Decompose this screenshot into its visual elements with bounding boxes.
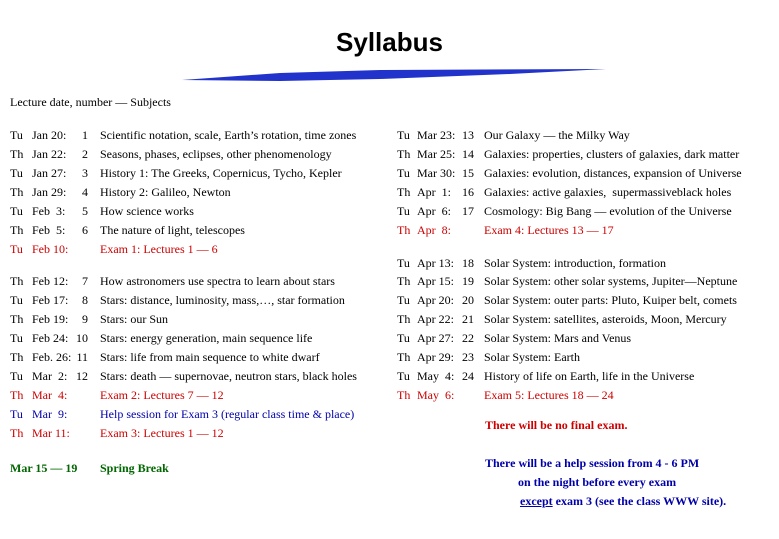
lecture-subject: Exam 2: Lectures 7 — 12	[100, 388, 224, 402]
lecture-date: Feb 12:	[32, 274, 69, 288]
column-header: Lecture date, number — Subjects	[10, 95, 171, 109]
lecture-date: Apr 27:	[417, 331, 454, 345]
lecture-subject: History 1: The Greeks, Copernicus, Tycho, Kepler	[100, 166, 342, 180]
lecture-number: 14	[462, 147, 474, 161]
lecture-number: 12	[76, 369, 88, 383]
lecture-date: Jan 27:	[32, 166, 67, 180]
lecture-day: Th	[10, 274, 24, 288]
lecture-day: Th	[397, 350, 411, 364]
lecture-subject: Scientific notation, scale, Earth’s rotation, time zones	[100, 128, 357, 142]
lecture-date: Apr 1:	[417, 185, 451, 199]
help-session-note-line3-rest: exam 3 (see the class WWW site).	[552, 494, 727, 508]
lecture-day: Tu	[397, 256, 410, 270]
lecture-date: Mar 11:	[32, 426, 70, 440]
lecture-number: 1	[82, 128, 88, 142]
lecture-subject: Galaxies: properties, clusters of galaxies, dark matter	[484, 147, 740, 161]
lecture-number: 9	[82, 312, 88, 326]
lecture-number: 15	[462, 166, 474, 180]
lecture-day: Tu	[10, 166, 23, 180]
lecture-number: 11	[76, 350, 88, 364]
lecture-subject: Stars: life from main sequence to white dwarf	[100, 350, 320, 364]
lecture-subject: Exam 4: Lectures 13 — 17	[484, 223, 614, 237]
lecture-day: Tu	[10, 128, 23, 142]
lecture-subject: Solar System: Earth	[484, 350, 580, 364]
lecture-date: May 4:	[417, 369, 455, 383]
lecture-subject: Solar System: other solar systems, Jupiter—Neptune	[484, 274, 738, 288]
lecture-date: Feb. 26:	[32, 350, 72, 364]
lecture-day: Th	[397, 312, 411, 326]
lecture-subject: Solar System: Mars and Venus	[484, 331, 632, 345]
lecture-number: 22	[462, 331, 474, 345]
lecture-day: Th	[10, 388, 24, 402]
lecture-date: Apr 13:	[417, 256, 454, 270]
lecture-subject: Solar System: outer parts: Pluto, Kuiper belt, comets	[484, 293, 737, 307]
lecture-day: Tu	[397, 166, 410, 180]
lecture-subject: Solar System: satellites, asteroids, Moon, Mercury	[484, 312, 727, 326]
lecture-number: 3	[82, 166, 88, 180]
lecture-number: 17	[462, 204, 474, 218]
lecture-date: Apr 6:	[417, 204, 451, 218]
lecture-date: Mar 4:	[32, 388, 68, 402]
lecture-day: Th	[10, 147, 24, 161]
lecture-day: Th	[10, 350, 24, 364]
page-title: Syllabus	[336, 27, 443, 57]
lecture-day: Tu	[10, 242, 23, 256]
lecture-day: Th	[397, 185, 411, 199]
lecture-subject: History 2: Galileo, Newton	[100, 185, 231, 199]
lecture-subject: The nature of light, telescopes	[100, 223, 245, 237]
lecture-day: Tu	[397, 331, 410, 345]
lecture-subject: How astronomers use spectra to learn about stars	[100, 274, 335, 288]
lecture-day: Tu	[10, 331, 23, 345]
lecture-number: 2	[82, 147, 88, 161]
lecture-date: Mar 25:	[417, 147, 456, 161]
lecture-number: 10	[76, 331, 88, 345]
lecture-number: 23	[462, 350, 474, 364]
lecture-date: Mar 9:	[32, 407, 68, 421]
lecture-day: Th	[397, 388, 411, 402]
lecture-date: Feb 3:	[32, 204, 66, 218]
lecture-subject: Stars: death — supernovae, neutron stars, black holes	[100, 369, 357, 383]
spring-break-label: Spring Break	[100, 461, 169, 475]
lecture-day: Th	[397, 223, 411, 237]
lecture-subject: Galaxies: evolution, distances, expansion of Universe	[484, 166, 742, 180]
lecture-day: Tu	[10, 407, 23, 421]
lecture-subject: Stars: our Sun	[100, 312, 169, 326]
lecture-date: Apr 20:	[417, 293, 454, 307]
lecture-number: 5	[82, 204, 88, 218]
lecture-number: 6	[82, 223, 88, 237]
lecture-date: Feb 10:	[32, 242, 69, 256]
lecture-date: Mar 30:	[417, 166, 456, 180]
lecture-date: Jan 22:	[32, 147, 67, 161]
lecture-subject: Exam 3: Lectures 1 — 12	[100, 426, 224, 440]
lecture-number: 8	[82, 293, 88, 307]
help-session-note-line2: on the night before every exam	[518, 475, 677, 489]
lecture-number: 7	[82, 274, 88, 288]
lecture-day: Th	[397, 274, 411, 288]
lecture-date: May 6:	[417, 388, 455, 402]
title-swoosh-decoration	[180, 68, 610, 84]
lecture-subject: Seasons, phases, eclipses, other phenomenology	[100, 147, 332, 161]
lecture-date: Jan 29:	[32, 185, 67, 199]
lecture-date: Feb 5:	[32, 223, 66, 237]
lecture-date: Feb 17:	[32, 293, 69, 307]
lecture-date: Feb 19:	[32, 312, 69, 326]
lecture-number: 19	[462, 274, 474, 288]
lecture-number: 16	[462, 185, 474, 199]
lecture-date: Apr 29:	[417, 350, 454, 364]
help-session-note-line1: There will be a help session from 4 - 6 PM	[485, 456, 700, 470]
lecture-subject: Exam 5: Lectures 18 — 24	[484, 388, 614, 402]
lecture-date: Apr 15:	[417, 274, 454, 288]
lecture-date: Mar 2:	[32, 369, 68, 383]
lecture-subject: Cosmology: Big Bang — evolution of the Universe	[484, 204, 732, 218]
lecture-day: Th	[10, 426, 24, 440]
lecture-number: 4	[82, 185, 88, 199]
lecture-subject: Help session for Exam 3 (regular class time & place)	[100, 407, 355, 421]
lecture-day: Tu	[10, 369, 23, 383]
lecture-subject: Solar System: introduction, formation	[484, 256, 666, 270]
lecture-number: 20	[462, 293, 474, 307]
lecture-date: Feb 24:	[32, 331, 69, 345]
lecture-day: Th	[397, 147, 411, 161]
lecture-date: Apr 8:	[417, 223, 451, 237]
lecture-subject: Galaxies: active galaxies, supermassiveblack holes	[484, 185, 732, 199]
lecture-date: Mar 23:	[417, 128, 456, 142]
lecture-date: Apr 22:	[417, 312, 454, 326]
lecture-subject: Exam 1: Lectures 1 — 6	[100, 242, 218, 256]
lecture-number: 24	[462, 369, 474, 383]
lecture-subject: Stars: energy generation, main sequence life	[100, 331, 313, 345]
except-emphasis: except	[520, 494, 553, 508]
lecture-number: 13	[462, 128, 474, 142]
lecture-day: Tu	[397, 293, 410, 307]
lecture-subject: How science works	[100, 204, 194, 218]
lecture-day: Tu	[10, 204, 23, 218]
lecture-day: Th	[10, 223, 24, 237]
lecture-number: 18	[462, 256, 474, 270]
lecture-day: Tu	[397, 128, 410, 142]
lecture-day: Th	[10, 185, 24, 199]
lecture-date: Jan 20:	[32, 128, 67, 142]
lecture-day: Tu	[10, 293, 23, 307]
lecture-number: 21	[462, 312, 474, 326]
lecture-subject: History of life on Earth, life in the Universe	[484, 369, 695, 383]
lecture-day: Tu	[397, 369, 410, 383]
spring-break-dates: Mar 15 — 19	[10, 461, 78, 475]
lecture-subject: Our Galaxy — the Milky Way	[484, 128, 630, 142]
lecture-subject: Stars: distance, luminosity, mass,…, star formation	[100, 293, 345, 307]
no-final-exam-note: There will be no final exam.	[485, 418, 628, 432]
help-session-note-line3	[520, 494, 726, 509]
lecture-day: Th	[10, 312, 24, 326]
lecture-day: Tu	[397, 204, 410, 218]
